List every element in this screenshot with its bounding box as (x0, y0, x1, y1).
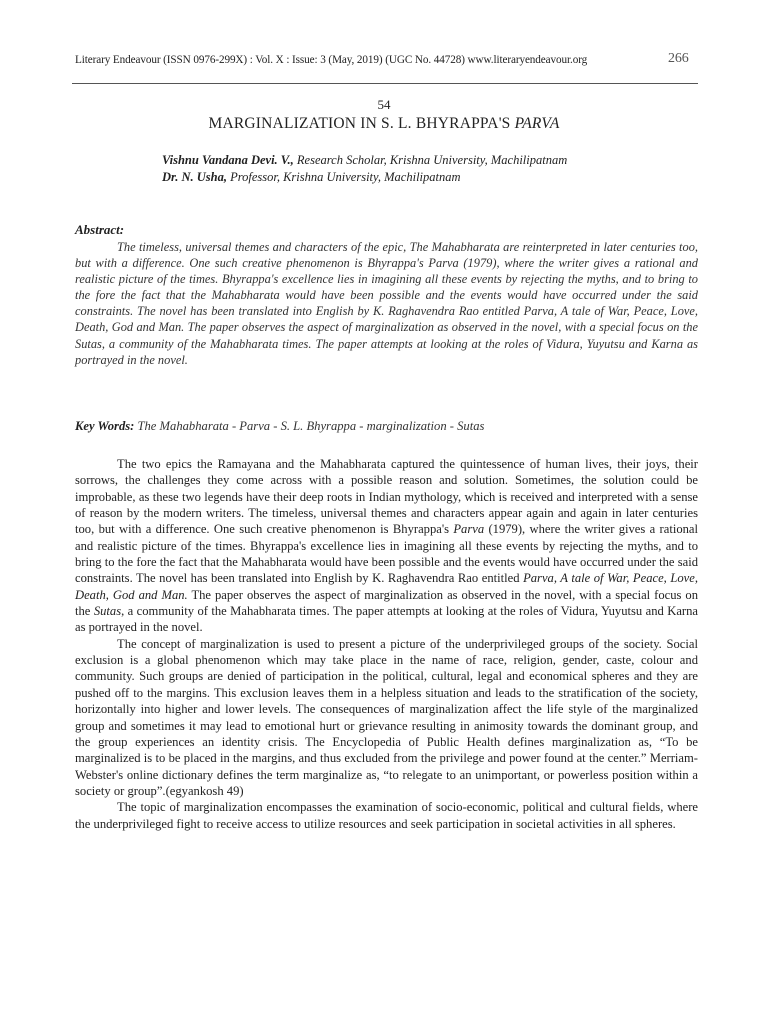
abstract-text (75, 239, 698, 368)
body-paragraph-2: The concept of marginalization is used to present a picture of the underprivileged groups of the society. Social exclusion is a global phenomenon which may take place in the name of race, religion, gender, caste, colour and community. Such groups are denied of participation in the political, cultural, legal and economical spheres and they are pushed off to the margins. This exclusion leaves them in a helpless situation and leads to the stratification of the society, horizontally into higher and lower levels. The consequences of marginalization affect the life style of the marginalized group and sometimes it may lead to emotional hurt or grievance resulting in animosity towards the dominant group, and the group experiences an identity crisis. The Encyclopedia of Public Health defines marginalization as, “To be marginalized is to be placed in the margins, and thus excluded from the privilege and power found at the center.” Merriam-Webster's online dictionary defines the term marginalize as, “to relegate to an unimportant, or powerless position within a society or group”.(egyankosh 49) (75, 636, 698, 798)
p1-italic-subtitle: Parva, A tale of War, Peace, Love, Death, God and Man. (75, 571, 698, 602)
abstract-paragraph: The timeless, universal themes and characters of the epic, The Mahabharata are reinterpreted in later centuries too, but with a difference. One such creative phenomenon is Bhyrappa's Parva (1979), where the writer gives a rational and realistic picture of the times. Bhyrappa's excellence lies in imagining all these events by rejecting the myths, and to bring to the fore the fact that the Mahabharata would have been possible and the events would have occurred under the said constraints. The novel has been translated into English by K. Raghavendra Rao entitled Parva, A tale of War, Peace, Love, Death, God and Man. The paper observes the aspect of marginalization as observed in the novel, with a special focus on the Sutas, a community of the Mahabharata times. The paper attempts at looking at the roles of Vidura, Yuyutsu and Karna as portrayed in the novel. (75, 240, 698, 367)
body-text (75, 456, 698, 832)
author-2-affiliation: Professor, Krishna University, Machilipatnam (226, 170, 461, 184)
title-italic: PARVA (514, 115, 560, 132)
header-rule (72, 83, 698, 84)
abstract-heading: Abstract: (75, 222, 125, 237)
keywords-list: The Mahabharata - Parva - S. L. Bhyrappa - marginalization - Sutas (134, 419, 485, 433)
p1-text-d: , a community of the Mahabharata times. The paper attempts at looking at the roles of Vidura, Yuyutsu and Karna as portrayed in the novel. (75, 604, 698, 635)
p1-text-a: The two epics the Ramayana and the Mahabharata captured the quintessence of human lives, their joys, their sorrows, the challenges they come across with a possible reason and solution. Sometimes, the solution could be improbable, as these two legends have their deep roots in Indian mythology, which is received and interpreted with a sense of reason by the modern writers. The timeless, universal themes and characters appear again and again in later centuries too, but with a difference. One such creative phenomenon is Bhyrappa's (75, 457, 698, 537)
author-1 (162, 153, 567, 168)
article-title (0, 115, 768, 133)
author-1-affiliation: Research Scholar, Krishna University, Machilipatnam (293, 153, 568, 167)
page-number: 266 (668, 51, 689, 66)
body-paragraph-3: The topic of marginalization encompasses the examination of socio-economic, political and cultural fields, where the underprivileged fight to receive access to utilize resources and seek participation in societal activities in all spheres. (75, 800, 698, 831)
body-paragraph-1 (75, 456, 698, 636)
title-main: MARGINALIZATION IN S. L. BHYRAPPA'S (208, 115, 515, 132)
keywords-label: Key Words: (75, 419, 135, 433)
p1-text-c: The paper observes the aspect of marginalization as observed in the novel, with a special focus on the (75, 587, 698, 619)
journal-citation: Literary Endeavour (ISSN 0976-299X) : Vol. X : Issue: 3 (May, 2019) (UGC No. 44728) www.literaryendeavour.org (75, 54, 588, 66)
author-2-name: Dr. N. Usha, (162, 170, 227, 184)
keywords (75, 419, 484, 434)
article-number: 54 (377, 97, 391, 112)
p1-text-b: (1979), where the writer gives a rational and realistic picture of the times. Bhyrappa's excellence lies in imagining all these events by rejecting the myths, and to bring to the fore the fact that the Mahabharata would have been possible and the events would have occurred under the said constraints. The novel has been translated into English by K. Raghavendra Rao entitled (75, 522, 699, 586)
p1-italic-parva: Parva (453, 522, 485, 537)
running-header (75, 51, 695, 66)
author-2 (162, 170, 461, 185)
p1-italic-sutas: Sutas (93, 604, 122, 619)
author-1-name: Vishnu Vandana Devi. V., (162, 153, 294, 167)
